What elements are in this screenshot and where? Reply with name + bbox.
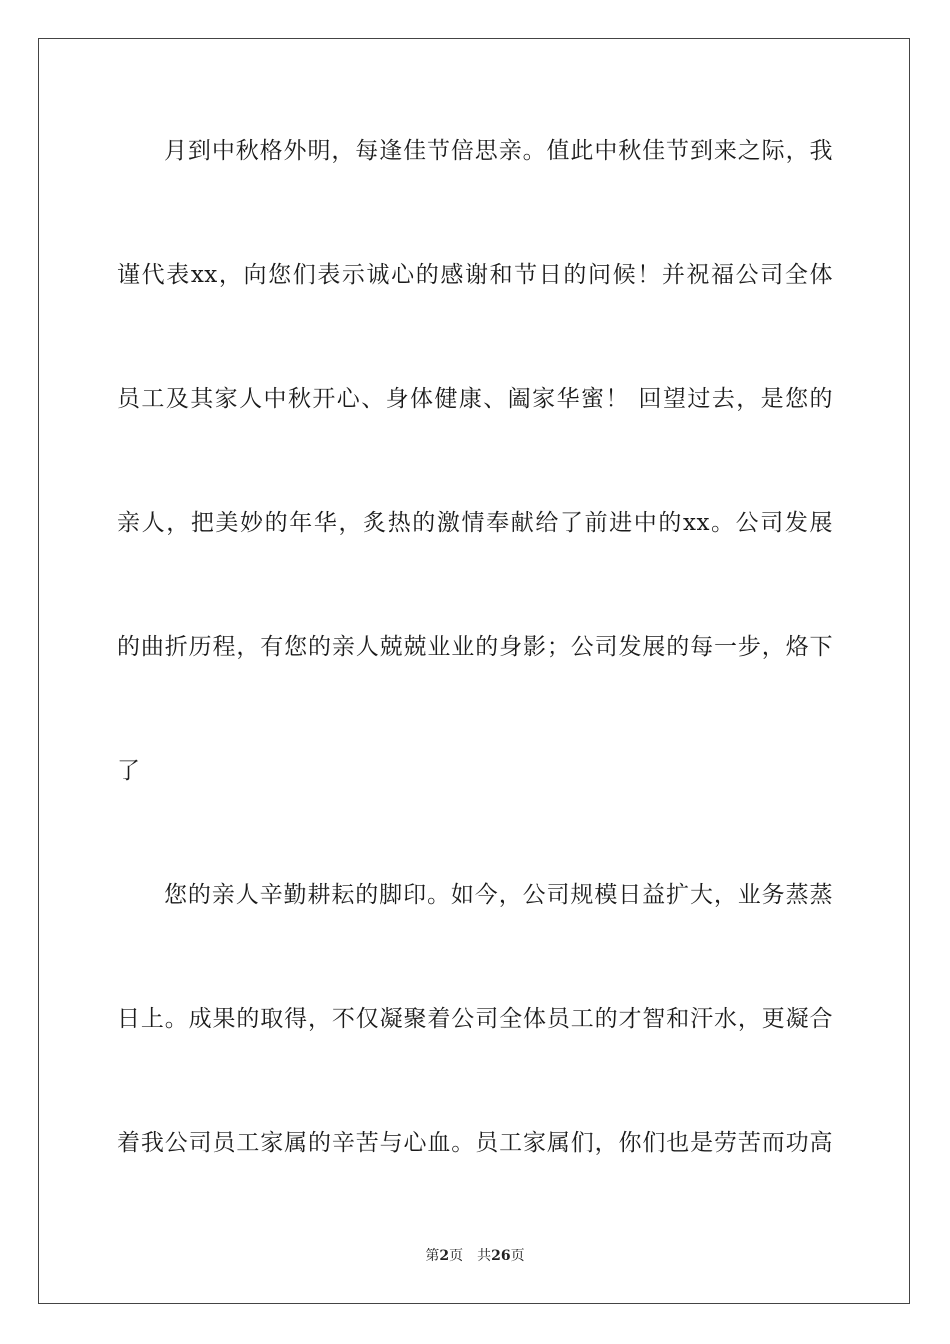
paragraph-1-line-5: 的曲折历程，有您的亲人兢兢业业的身影；公司发展的每一步，烙下 xyxy=(117,634,833,660)
paragraph-1-line-6: 了 xyxy=(117,758,141,784)
paragraph-1-line-2: 谨代表xx，向您们表示诚心的感谢和节日的问候！并祝福公司全体 xyxy=(117,262,833,288)
page-footer xyxy=(0,1247,950,1265)
page-prefix: 第 xyxy=(425,1248,440,1264)
paragraph-2-line-3: 着我公司员工家属的辛苦与心血。员工家属们，你们也是劳苦而功高 xyxy=(117,1130,833,1156)
page-border xyxy=(38,38,910,1304)
paragraph-1-line-4: 亲人，把美妙的年华，炙热的激情奉献给了前进中的xx。公司发展 xyxy=(117,510,833,536)
paragraph-2-line-1: 您的亲人辛勤耕耘的脚印。如今，公司规模日益扩大，业务蒸蒸 xyxy=(164,882,833,908)
paragraph-1-line-1: 月到中秋格外明，每逢佳节倍思亲。值此中秋佳节到来之际，我 xyxy=(164,138,833,164)
total-suffix: 页 xyxy=(510,1248,525,1264)
page-suffix: 页 xyxy=(449,1248,464,1264)
page-number: 2 xyxy=(439,1248,450,1264)
paragraph-1-line-3: 员工及其家人中秋开心、身体健康、阖家华蜜！ 回望过去，是您的 xyxy=(117,386,833,412)
paragraph-2-line-2: 日上。成果的取得，不仅凝聚着公司全体员工的才智和汗水，更凝合 xyxy=(117,1006,833,1032)
total-prefix: 共 xyxy=(477,1248,492,1264)
total-pages: 26 xyxy=(491,1248,511,1264)
